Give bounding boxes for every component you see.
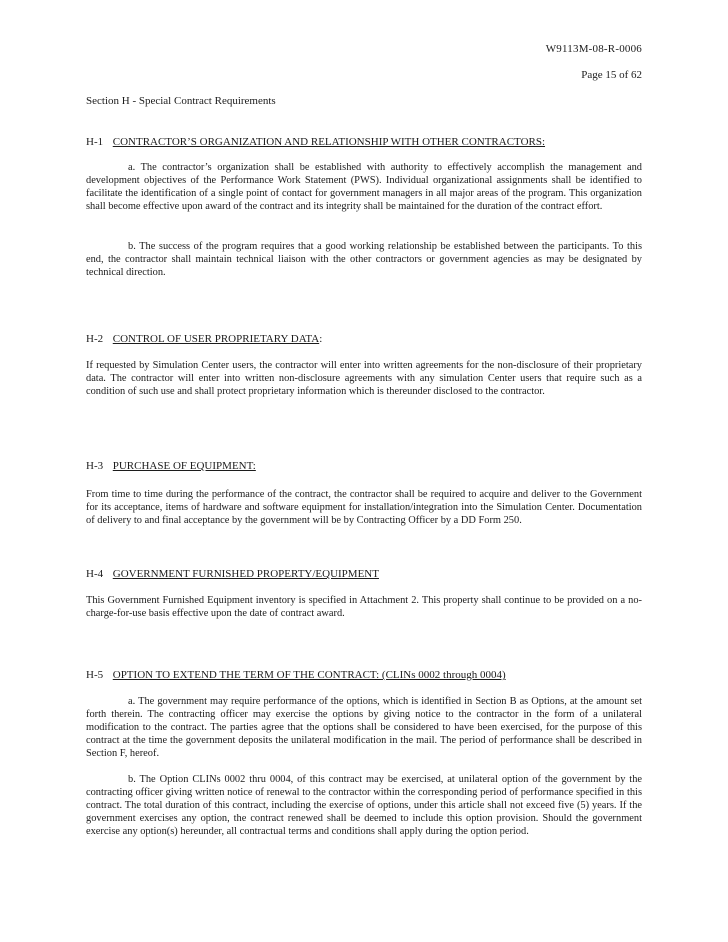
heading-h1-number: H-1: [86, 136, 104, 148]
h3-paragraph: From time to time during the performance of the contract, the contractor shall be required to acquire and deliver to the Government for its acceptance, items of hardware and software equipment for installation/integration into the Simulation Center. Documentation of delivery to and final acceptance by the government will be by Contracting Officer by a DD Form 250.: [86, 489, 642, 527]
heading-h3-title: PURCHASE OF EQUIPMENT:: [112, 460, 256, 472]
heading-h2-colon: :: [319, 333, 323, 345]
heading-h5: [86, 669, 506, 681]
page-number: Page 15 of 62: [581, 69, 642, 81]
heading-h4-number: H-4: [86, 568, 104, 580]
h4-paragraph: This Government Furnished Equipment inventory is specified in Attachment 2. This property shall continue to be provided on a no-charge-for-use basis effective upon the date of contract award.: [86, 595, 642, 620]
section-title: Section H - Special Contract Requirements: [86, 95, 276, 107]
heading-h5-number: H-5: [86, 669, 104, 681]
document-id: W9113M-08-R-0006: [545, 43, 642, 55]
heading-h2: [86, 333, 322, 345]
heading-h4-title: GOVERNMENT FURNISHED PROPERTY/EQUIPMENT: [112, 568, 379, 580]
heading-h5-title: OPTION TO EXTEND THE TERM OF THE CONTRACT: (CLINs 0002 through 0004): [112, 669, 506, 681]
heading-h3: [86, 460, 256, 472]
heading-h4: [86, 568, 379, 580]
h5-paragraph-a: a. The government may require performance of the options, which is identified in Section B as Options, at the amount set forth therein. The contracting officer may exercise the options by giving notice to the contractor in the form of a unilateral modification to the contract. The parties agree that the options shall be considered to have been exercised, for the purpose of this contract at the time the government deposits the unilateral modification in the mail. The period of performance shall be described in Section F, hereof.: [86, 696, 642, 760]
heading-h2-number: H-2: [86, 333, 104, 345]
heading-h3-number: H-3: [86, 460, 104, 472]
h5-paragraph-b: b. The Option CLINs 0002 thru 0004, of this contract may be exercised, at unilateral option of the government by the contracting officer giving written notice of renewal to the contractor within the corresponding period of performance specified in this contract. The total duration of this contract, including the exercise of options, under this article shall not exceed five (5) years. If the government exercises any option, the contract renewed shall be deemed to include this option provision. Should the government exercise any option(s) hereunder, all contractual terms and conditions shall apply during the option period.: [86, 774, 642, 838]
h1-paragraph-b: b. The success of the program requires that a good working relationship be established between the participants. To this end, the contractor shall maintain technical liaison with the other contractors or government agencies as may be designated by technical direction.: [86, 241, 642, 279]
heading-h1-title: CONTRACTOR’S ORGANIZATION AND RELATIONSHIP WITH OTHER CONTRACTORS:: [112, 136, 546, 148]
heading-h2-title: CONTROL OF USER PROPRIETARY DATA: [112, 333, 320, 345]
h1-paragraph-a: a. The contractor’s organization shall be established with authority to effectively accomplish the management and development objectives of the Performance Work Statement (PWS). Individual organizational assignments shall be identified to facilitate the identification of a single point of contact for government managers in all major areas of the program. This organization shall become effective upon award of the contract and its integrity shall be maintained for the duration of the contract effort.: [86, 162, 642, 213]
heading-h1: [86, 136, 545, 148]
h2-paragraph: If requested by Simulation Center users, the contractor will enter into written agreements for the non-disclosure of their proprietary data. The contractor will enter into written non-disclosure agreements with any simulation Center users that require such as a condition of such use and shall protect proprietary information which is thereunder disclosed to the contractor.: [86, 360, 642, 398]
